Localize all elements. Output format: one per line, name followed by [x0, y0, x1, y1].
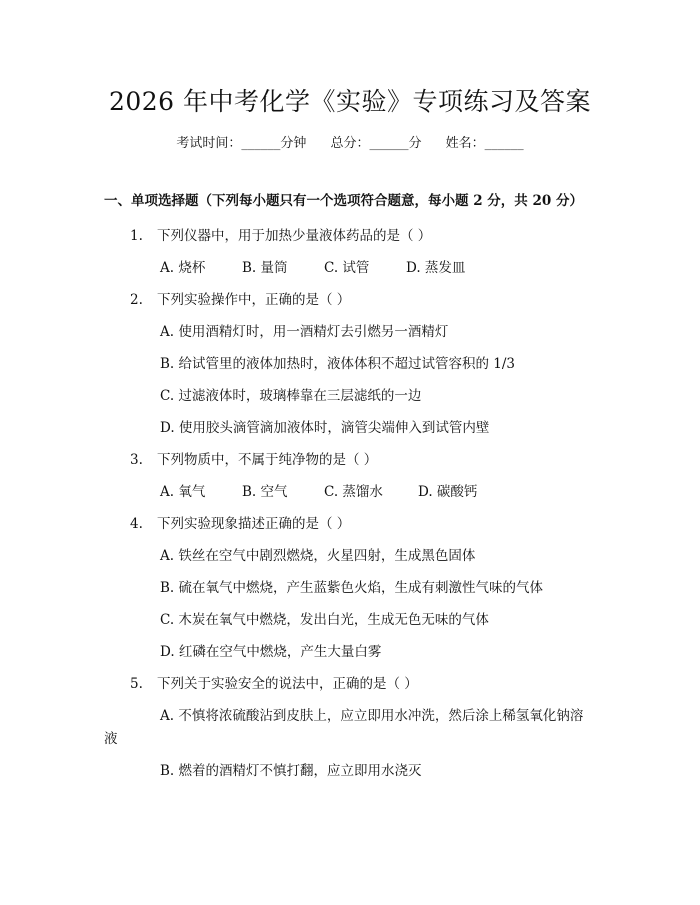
- option-a: A. 氧气: [160, 484, 206, 500]
- question-number: 4.: [130, 516, 143, 532]
- question-1: [130, 224, 431, 244]
- question-text: 下列实验操作中，正确的是（ ）: [157, 292, 351, 308]
- option-b: B. 空气: [242, 484, 288, 500]
- page-title: 2026 年中考化学《实验》专项练习及答案: [108, 87, 592, 116]
- question-4-option-d: D. 红磷在空气中燃烧，产生大量白雾: [160, 644, 382, 660]
- option-c: C. 试管: [324, 260, 370, 276]
- exam-time-field: 考试时间：______分钟: [176, 136, 307, 151]
- question-number: 2.: [130, 292, 143, 308]
- option-b: B. 量筒: [242, 260, 288, 276]
- question-2-option-b: B. 给试管里的液体加热时，液体体积不超过试管容积的 1/3: [160, 356, 516, 372]
- question-3: [130, 448, 377, 468]
- option-d: D. 蒸发皿: [406, 260, 466, 276]
- question-text: 下列关于实验安全的说法中，正确的是（ ）: [157, 676, 418, 692]
- question-3-options: [160, 480, 477, 500]
- question-5: [130, 672, 418, 692]
- question-text: 下列仪器中，用于加热少量液体药品的是（ ）: [157, 228, 432, 244]
- option-a: A. 烧杯: [160, 260, 206, 276]
- question-text: 下列物质中，不属于纯净物的是（ ）: [157, 452, 378, 468]
- option-d: D. 碳酸钙: [418, 484, 478, 500]
- question-number: 1.: [130, 228, 143, 244]
- question-5-option-b: B. 燃着的酒精灯不慎打翻，应立即用水浇灭: [160, 763, 422, 779]
- exam-meta: [0, 132, 700, 151]
- question-1-options: [160, 256, 465, 276]
- question-4-option-c: C. 木炭在氧气中燃烧，发出白光，生成无色无味的气体: [160, 612, 489, 628]
- question-number: 3.: [130, 452, 143, 468]
- student-name-field: 姓名：______: [445, 136, 524, 151]
- question-4-option-a: A. 铁丝在空气中剧烈燃烧，火星四射，生成黑色固体: [160, 548, 476, 564]
- option-c: C. 蒸馏水: [324, 484, 383, 500]
- section-heading: 一、单项选择题（下列每小题只有一个选项符合题意，每小题 2 分，共 20 分）: [104, 193, 583, 209]
- question-number: 5.: [130, 676, 143, 692]
- question-2-option-a: A. 使用酒精灯时，用一酒精灯去引燃另一酒精灯: [160, 324, 449, 340]
- question-2-option-d: D. 使用胶头滴管滴加液体时，滴管尖端伸入到试管内壁: [160, 420, 490, 436]
- question-text: 下列实验现象描述正确的是（ ）: [157, 516, 351, 532]
- question-2: [130, 288, 350, 308]
- question-5-option-a-continuation: 液: [104, 731, 118, 747]
- question-4: [130, 512, 350, 532]
- question-4-option-b: B. 硫在氧气中燃烧，产生蓝紫色火焰，生成有刺激性气味的气体: [160, 580, 544, 596]
- question-2-option-c: C. 过滤液体时，玻璃棒靠在三层滤纸的一边: [160, 388, 422, 404]
- total-score-field: 总分：______分: [330, 136, 422, 151]
- question-5-option-a: A. 不慎将浓硫酸沾到皮肤上，应立即用水冲洗，然后涂上稀氢氧化钠溶: [160, 708, 584, 724]
